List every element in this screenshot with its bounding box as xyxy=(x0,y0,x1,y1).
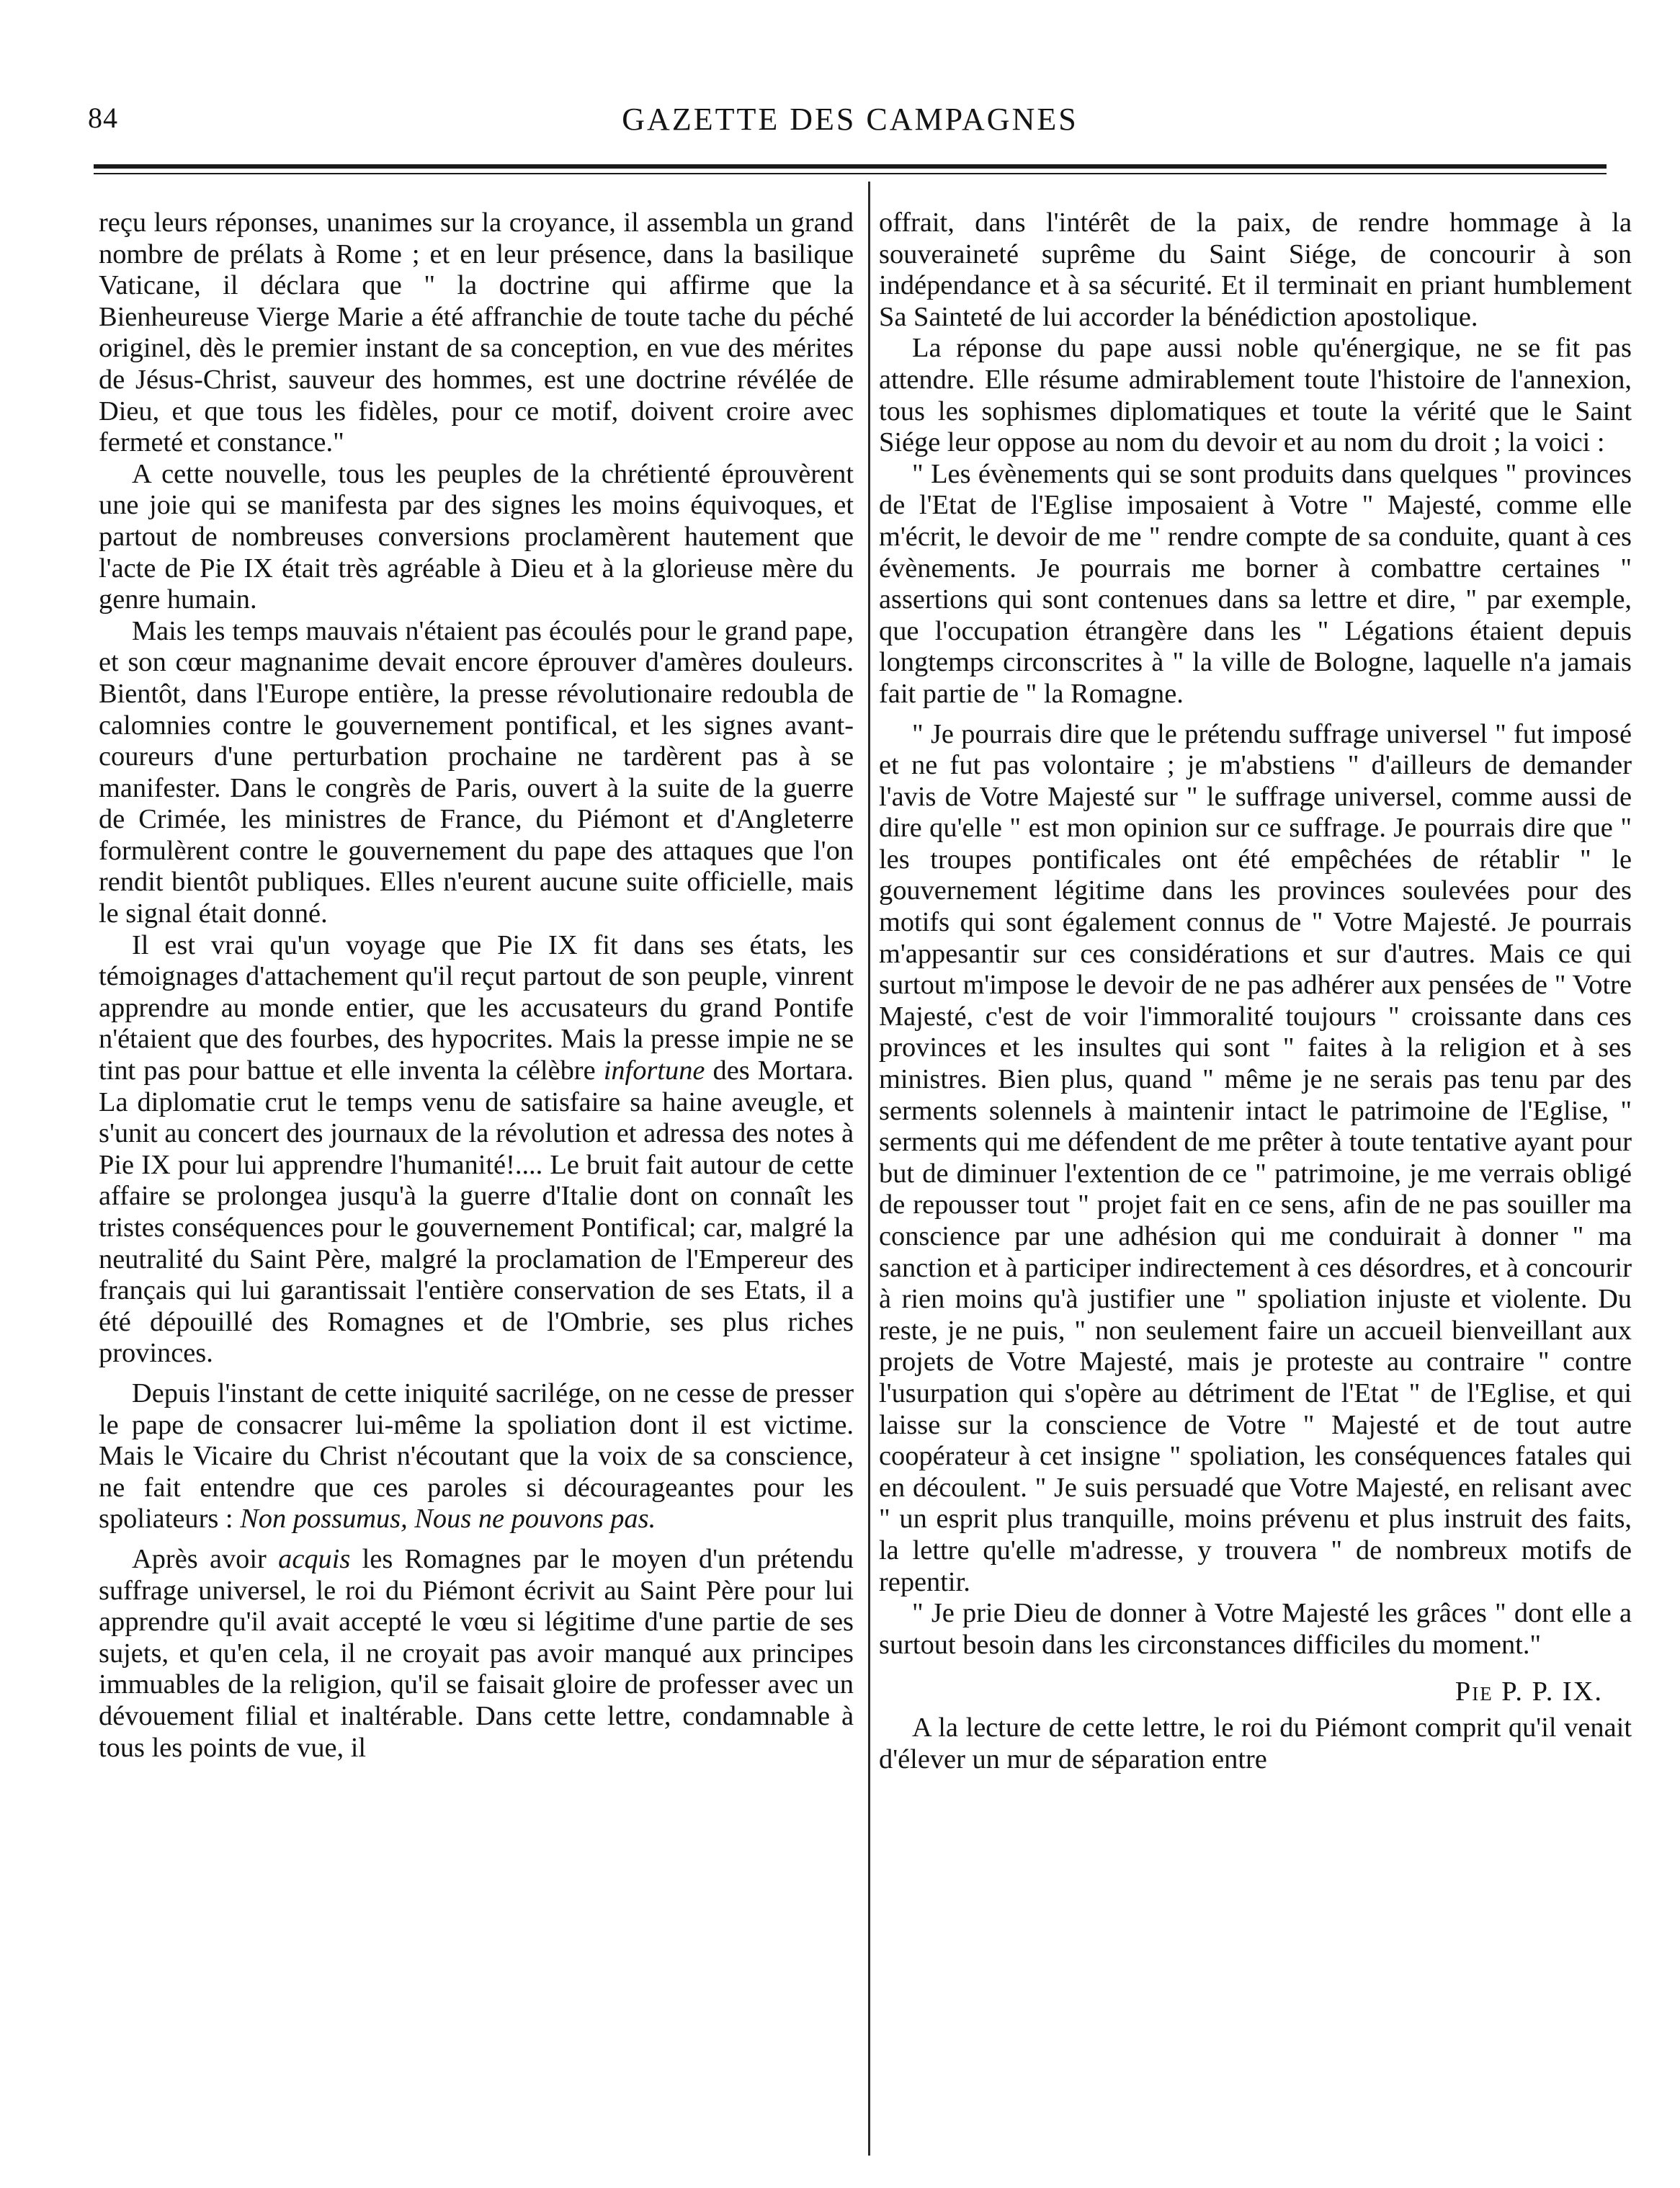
italic-text: infortune xyxy=(603,1055,705,1086)
paragraph-text: des Mortara. La diplomatie crut le temps venu de satisfaire sa haine aveugle, et s'unit au concert des journaux de la révolution et adressa des notes à Pie IX pour lui apprendre l'humanité!.... Le bruit fait autour de cette affaire se prolongea jusqu'à la guerre d'Italie dont on connaît les tristes conséquences pour le gouvernement Pontifical; car, malgré la neutralité du Saint Père, malgré la proclamation de l'Empereur des français qui lui garantissait l'entière conservation de ses Etats, il a été dépouillé des Romagnes et de l'Ombrie, ses plus riches provinces. xyxy=(99,1055,854,1369)
paragraph xyxy=(99,1378,854,1535)
quoted-paragraph: " Je prie Dieu de donner à Votre Majesté les grâces " dont elle a surtout besoin dans les circonstances difficiles du moment." xyxy=(879,1598,1632,1660)
paragraph xyxy=(99,930,854,1370)
quoted-paragraph: " Je pourrais dire que le prétendu suffrage universel " fut imposé et ne fut pas volontaire ; je m'abstiens " d'ailleurs de demander l'avis de Votre Majesté sur " le suffrage universel, comme aussi de dire qu'elle " est mon opinion sur ce suffrage. Je pourrais dire que " les troupes pontificales ont été empêchées de rétablir " le gouvernement légitime dans les provinces soulevées pour des motifs qui sont également connus de " Votre Majesté. Je pourrais m'appesantir sur ces considérations et sur d'autres. Mais ce qui surtout m'impose le devoir de ne pas adhérer aux pensées de " Votre Majesté, c'est de voir l'immoralité toujours " croissante dans ces provinces et les insultes qui sont " faites à la religion et à ses ministres. Bien plus, quand " même je ne serais pas tenu par des serments solennels à maintenir intact le patrimoine de l'Eglise, " serments qui me défendent de me prêter à toute tentative ayant pour but de diminuer l'extention de ce " patrimoine, je me verrais obligé de repousser tout " projet fait en ce sens, afin de ne pas souiller ma conscience par une adhésion qui me conduirait à donner " ma sanction et à participer indirectement à ces désordres, et à concourir à rien moins qu'à justifier une " spoliation injuste et violente. Du reste, je ne puis, " non seulement faire un accueil bienveillant aux projets de Votre Majesté, mais je proteste au contraire " contre l'usurpation qui s'opère au détriment de l'Etat " de l'Eglise, et qui laisse sur la conscience de Votre " Majesté et de tout autre coopérateur à cet insigne " spoliation, les conséquences fatales qui en découlent. " Je suis persuadé que Votre Majesté, en relisant avec " un esprit plus tranquille, moins prévenu et plus instruit des faits, la lettre qu'elle m'adresse, y trouvera " de nombreux motifs de repentir. xyxy=(879,718,1632,1597)
paragraph-text: Il est vrai qu'un voyage que Pie IX fit dans ses états, les témoignages d'attachement qu'il reçut partout de son peuple, vinrent apprendre au monde entier, que les accusateurs du grand Pontife n'étaient que des fourbes, des hypocrites. Mais la presse impie ne se tint pas pour battue et elle inventa la célèbre xyxy=(99,929,854,1086)
paragraph: A la lecture de cette lettre, le roi du Piémont comprit qu'il venait d'élever un mur de séparation entre xyxy=(879,1712,1632,1774)
paragraph xyxy=(99,1544,854,1764)
column-divider xyxy=(868,182,870,2156)
quoted-paragraph: " Les évènements qui se sont produits dans quelques " provinces de l'Etat de l'Eglise imposaient à Votre " Majesté, comme elle m'écrit, le devoir de me " rendre compte de sa conduite, quant à ces évènements. Je pourrais me borner à combattre certaines " assertions qui sont contenues dans sa lettre et dire, " par exemple, que l'occupation étrangère dans les " Légations étaient depuis longtemps circonscrites à " la ville de Bologne, laquelle n'a jamais fait partie de " la Romagne. xyxy=(879,458,1632,709)
paragraph: Mais les temps mauvais n'étaient pas écoulés pour le grand pape, et son cœur magnanime devait encore éprouver d'amères douleurs. Bientôt, dans l'Europe entière, la presse révolutionaire redoubla de calomnies contre le gouvernement pontifical, et les signes avant-coureurs d'une perturbation prochaine ne tardèrent pas à se manifester. Dans le congrès de Paris, ouvert à la suite de la guerre de Crimée, les ministres de France, du Piémont et d'Angleterre formulèrent contre le gouvernement du pape des attaques que l'on rendit bientôt publiques. Elles n'eurent aucune suite officielle, mais le signal était donné. xyxy=(99,615,854,929)
paragraph: A cette nouvelle, tous les peuples de la chrétienté éprouvèrent une joie qui se manifesta par des signes les moins équivoques, et partout de nombreuses conversions proclamèrent hautement que l'acte de Pie IX était très agréable à Dieu et à la glorieuse mère du genre humain. xyxy=(99,458,854,615)
header-rule-thin xyxy=(94,173,1607,174)
paragraph-text: Après avoir xyxy=(132,1543,267,1574)
paragraph: reçu leurs réponses, unanimes sur la croyance, il assembla un grand nombre de prélats à Rome ; et en leur présence, dans la basilique Vaticane, il déclara que " la doctrine qui affirme que la Bienheureuse Vierge Marie a été affranchie de toute tache du péché originel, dès le premier instant de sa conception, en vue des mérites de Jésus-Christ, sauveur des hommes, est une doctrine révélée de Dieu, et que tous les fidèles, pour ce motif, doivent croire avec fermeté et constance." xyxy=(99,207,854,458)
signature: Pie P. P. IX. xyxy=(1455,1676,1603,1707)
italic-text: acquis xyxy=(278,1543,351,1574)
paragraph: La réponse du pape aussi noble qu'énergique, ne se fit pas attendre. Elle résume admirablement toute l'histoire de l'annexion, tous les sophismes diplomatiques et toute la vérité que le Saint Siége leur oppose au nom du devoir et au nom du droit ; la voici : xyxy=(879,333,1632,458)
masthead-title: GAZETTE DES CAMPAGNES xyxy=(622,102,1078,137)
right-column xyxy=(879,207,1632,1775)
page-number: 84 xyxy=(88,102,118,134)
paragraph-text: Depuis l'instant de cette iniquité sacrilége, on ne cesse de presser le pape de consacrer lui-même la spoliation dont il est victime. Mais le Vicaire du Christ n'écoutant que la voix de sa conscience, ne fait entendre que ces paroles si décourageantes pour les spoliateurs : xyxy=(99,1377,854,1535)
paragraph: offrait, dans l'intérêt de la paix, de rendre hommage à la souveraineté suprême du Saint Siége, de concourir à son indépendance et à sa sécurité. Et il terminait en priant humblement Sa Sainteté de lui accorder la bénédiction apostolique. xyxy=(879,207,1632,332)
left-column xyxy=(99,207,854,1764)
paragraph-text: les Romagnes par le moyen d'un prétendu suffrage universel, le roi du Piémont écrivit au Saint Père pour lui apprendre qu'il avait accepté le vœu si légitime d'une partie de ses sujets, et qu'en cela, il ne croyait pas avoir manqué aux principes immuables de la religion, qu'il se faisait gloire de professer avec un dévouement filial et inaltérable. Dans cette lettre, condamnable à tous les points de vue, il xyxy=(99,1543,854,1763)
header-rule-thick xyxy=(94,164,1607,169)
italic-text: Non possumus, Nous ne pouvons pas. xyxy=(240,1504,656,1535)
